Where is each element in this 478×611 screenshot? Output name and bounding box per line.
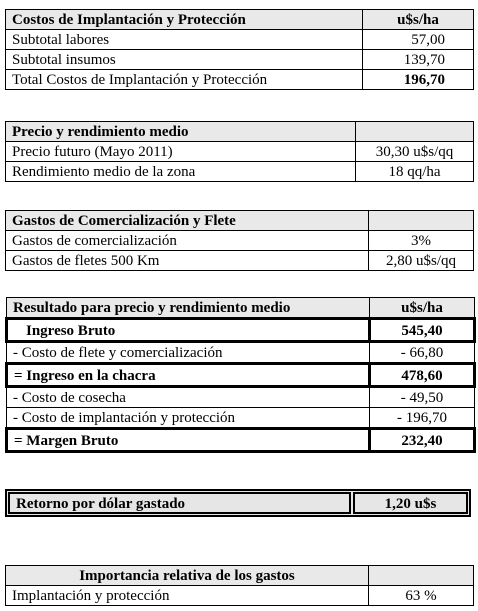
row-value: 478,60	[370, 364, 475, 387]
row-label: Rendimiento medio de la zona	[6, 162, 356, 182]
table-header-row	[6, 122, 474, 142]
precio-rendimiento-table	[5, 121, 474, 182]
costos-implantacion-table	[5, 9, 474, 90]
table-row-emphasis	[7, 319, 475, 342]
table-row	[6, 70, 474, 90]
retorno-box	[5, 489, 471, 517]
header-unit: u$s/ha	[370, 298, 475, 319]
row-label: Gastos de comercialización	[6, 231, 369, 251]
row-label: - Costo de cosecha	[7, 387, 370, 408]
row-value: 57,00	[363, 30, 474, 50]
table-header-row	[6, 211, 474, 231]
table-row	[6, 586, 474, 606]
row-value: 63 %	[369, 586, 474, 606]
retorno-label: Retorno por dólar gastado	[8, 492, 351, 514]
header-unit	[369, 211, 474, 231]
header-label: Costos de Implantación y Protección	[6, 10, 363, 30]
row-value: 196,70	[363, 70, 474, 90]
row-label: Gastos de fletes 500 Km	[6, 251, 369, 271]
row-value: 139,70	[363, 50, 474, 70]
resultado-table	[5, 297, 476, 453]
row-value: 30,30 u$s/qq	[356, 142, 474, 162]
row-value: 545,40	[370, 319, 475, 342]
row-label: Implantación y protección	[6, 586, 369, 606]
table-row	[7, 408, 475, 429]
row-value: - 66,80	[370, 342, 475, 364]
table-row	[6, 142, 474, 162]
table-row	[7, 387, 475, 408]
row-value: - 196,70	[370, 408, 475, 429]
row-label: Ingreso Bruto	[7, 319, 370, 342]
importancia-relativa-table	[5, 565, 474, 606]
table-row	[6, 50, 474, 70]
table-header-row	[7, 298, 475, 319]
table-row	[6, 251, 474, 271]
row-label: Subtotal labores	[6, 30, 363, 50]
table-header-row	[6, 10, 474, 30]
row-label: Precio futuro (Mayo 2011)	[6, 142, 356, 162]
gastos-comercializacion-table	[5, 210, 474, 271]
table-row	[6, 162, 474, 182]
header-unit	[356, 122, 474, 142]
row-label: = Ingreso en la chacra	[7, 364, 370, 387]
retorno-value: 1,20 u$s	[353, 492, 468, 514]
table-header-row	[6, 566, 474, 586]
row-value: 232,40	[370, 429, 475, 452]
row-value: 3%	[369, 231, 474, 251]
header-label: Importancia relativa de los gastos	[6, 566, 369, 586]
header-unit	[369, 566, 474, 586]
table-row-emphasis	[7, 364, 475, 387]
header-label: Gastos de Comercialización y Flete	[6, 211, 369, 231]
row-label: - Costo de flete y comercialización	[7, 342, 370, 364]
row-label: Total Costos de Implantación y Protección	[6, 70, 363, 90]
header-label: Precio y rendimiento medio	[6, 122, 356, 142]
header-unit: u$s/ha	[363, 10, 474, 30]
header-label: Resultado para precio y rendimiento medio	[7, 298, 370, 319]
table-row	[6, 30, 474, 50]
table-row	[6, 231, 474, 251]
row-label: Subtotal insumos	[6, 50, 363, 70]
row-value: 2,80 u$s/qq	[369, 251, 474, 271]
row-label: = Margen Bruto	[7, 429, 370, 452]
row-label: - Costo de implantación y protección	[7, 408, 370, 429]
row-value: - 49,50	[370, 387, 475, 408]
row-value: 18 qq/ha	[356, 162, 474, 182]
table-row	[7, 342, 475, 364]
table-row-emphasis	[7, 429, 475, 452]
